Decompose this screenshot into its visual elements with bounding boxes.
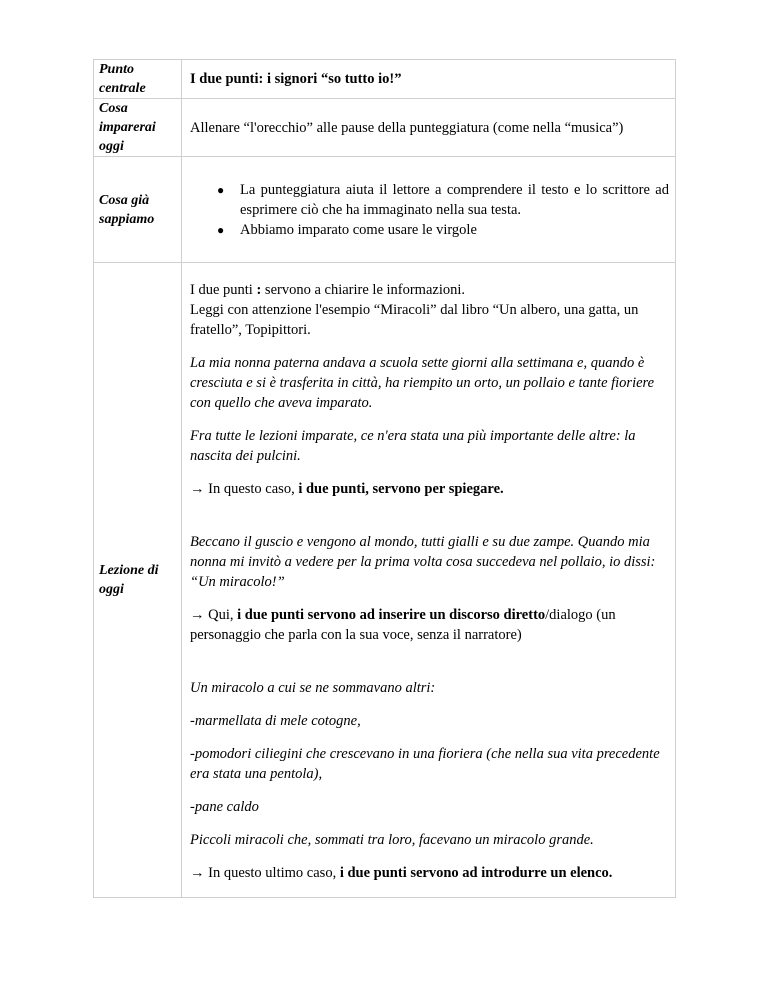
label-lezione-di-oggi — [94, 263, 182, 898]
intro-text: servono a chiarire le informazioni. — [261, 281, 466, 298]
label-cosa-imparerai — [94, 99, 182, 157]
example-paragraph: Un miracolo a cui se ne sommavano altri: — [190, 679, 436, 696]
label-punto-centrale — [94, 60, 182, 99]
explanation-note — [190, 605, 669, 645]
example-paragraph: Piccoli miracoli che, sommati tra loro, facevano un miracolo grande. — [190, 831, 594, 848]
example-list-item: -pane caldo — [190, 798, 259, 815]
list-item — [217, 180, 669, 220]
lesson-body — [190, 278, 669, 883]
note-bold: i due punti, servono per spiegare. — [298, 480, 504, 497]
label-line: sappiamo — [99, 211, 155, 227]
value-punto-centrale: I due punti: i signori “so tutto io!” — [182, 60, 676, 99]
row-cosa-imparerai — [94, 99, 676, 157]
list-item-text: Abbiamo imparato come usare le virgole — [240, 221, 477, 238]
row-punto-centrale — [94, 60, 676, 99]
known-facts-list — [190, 180, 669, 240]
example-list-item: -pomodori ciliegini che crescevano in una fioriera (che nella sua vita precedente era stata una pentola), — [190, 745, 660, 782]
bullet-icon: ● — [217, 222, 225, 237]
intro-paragraph: Leggi con attenzione l'esempio “Miracoli” dal libro “Un albero, una gatta, un fratello”, Topipittori. — [190, 301, 639, 338]
label-line: Lezione di — [99, 563, 159, 578]
note-text: → Qui, — [190, 606, 238, 623]
explanation-note — [190, 479, 669, 499]
example-paragraph: Beccano il guscio e vengono al mondo, tutti gialli e su due zampe. Quando mia nonna mi invitò a vedere per la prima volta cosa succedeva nel pollaio, io dissi: “Un miracolo!” — [190, 533, 656, 590]
label-line: Cosa — [99, 101, 128, 116]
label-line: Cosa già — [99, 192, 150, 208]
label-line: imparerai — [99, 120, 156, 135]
intro-colon: : — [256, 281, 262, 298]
value-lezione-di-oggi — [182, 263, 676, 898]
explanation-note — [190, 863, 669, 883]
intro-text: I due punti — [190, 281, 257, 298]
note-text: → In questo ultimo caso, — [190, 864, 340, 881]
note-bold: i due punti servono ad inserire un discorso diretto — [237, 606, 546, 623]
list-item-text: La punteggiatura aiuta il lettore a comprendere il testo e lo scrittore ad esprimere ciò che ha immaginato nella sua testa. — [240, 181, 669, 218]
label-cosa-sappiamo — [94, 157, 182, 263]
note-text: → In questo caso, — [190, 480, 299, 497]
value-cosa-sappiamo — [182, 157, 676, 263]
list-item — [217, 220, 669, 240]
example-list-item: -marmellata di mele cotogne, — [190, 712, 361, 729]
example-paragraph: Fra tutte le lezioni imparate, ce n'era stata una più importante delle altre: la nascita dei pulcini. — [190, 427, 636, 464]
label-line: oggi — [99, 139, 124, 154]
note-text: /dialogo (un personaggio che parla con la sua voce, senza il narratore) — [190, 606, 616, 643]
intro-paragraph — [190, 280, 669, 300]
label-line: oggi — [99, 582, 124, 597]
label-line: Punto — [99, 62, 135, 77]
bullet-icon: ● — [217, 182, 225, 197]
value-cosa-imparerai: Allenare “l'orecchio” alle pause della punteggiatura (come nella “musica”) — [182, 99, 676, 157]
lesson-plan-table — [93, 59, 676, 898]
note-bold: i due punti servono ad introdurre un elenco. — [339, 864, 613, 881]
example-paragraph: La mia nonna paterna andava a scuola sette giorni alla settimana e, quando è cresciuta e si è trasferita in città, ha riempito un orto, un pollaio e tante fioriere con quello che aveva imparato. — [190, 354, 655, 411]
row-cosa-sappiamo — [94, 157, 676, 263]
row-lezione-di-oggi — [94, 263, 676, 898]
label-line: centrale — [99, 81, 146, 96]
